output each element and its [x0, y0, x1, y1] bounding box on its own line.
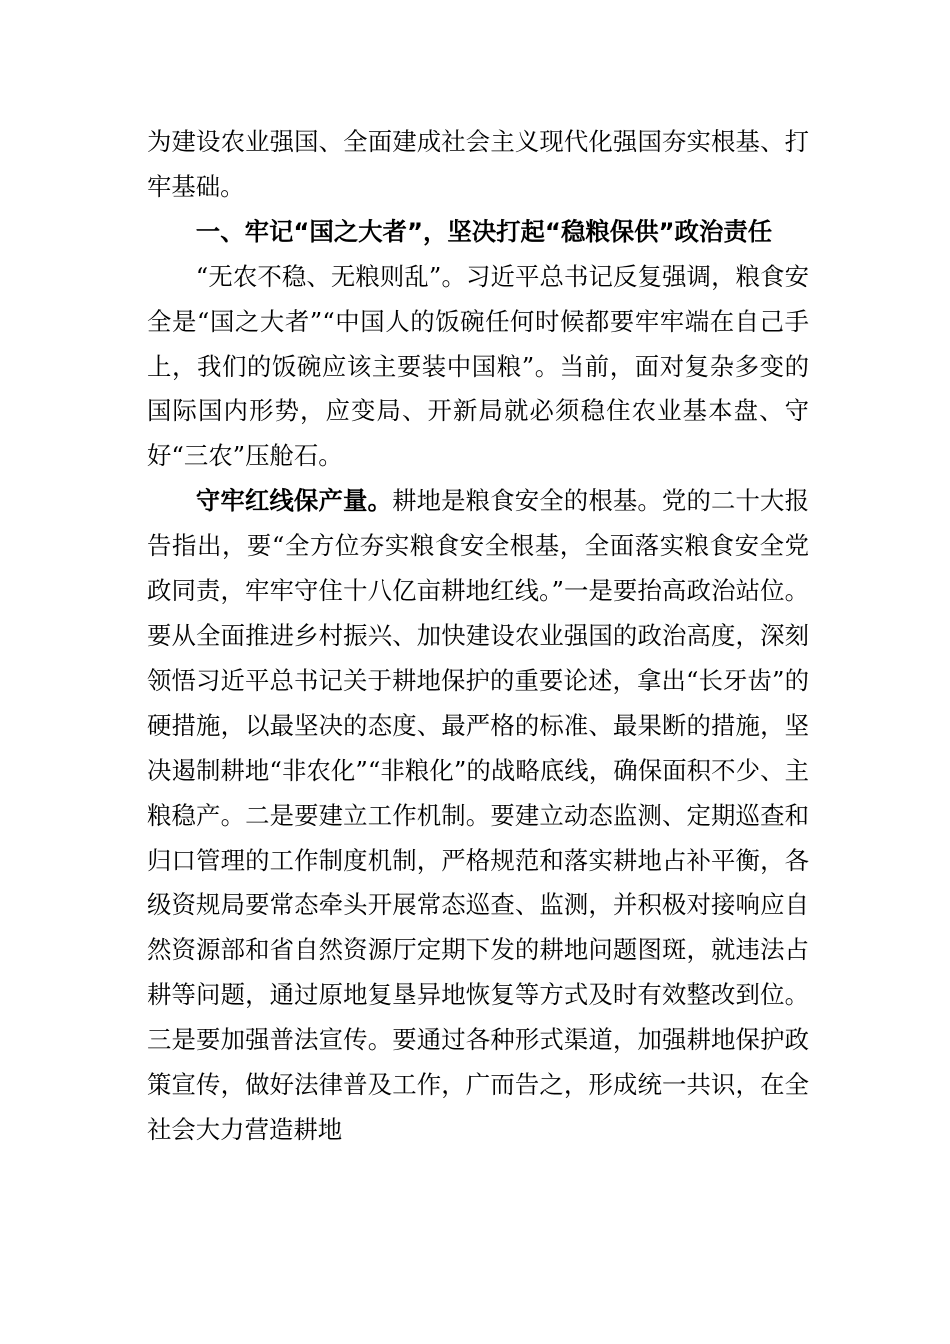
- paragraph-farmland-redline: [147, 479, 809, 1153]
- document-page: [147, 120, 809, 1153]
- paragraph-lead-title: 守牢红线保产量。: [195, 486, 393, 516]
- paragraph-body: 耕地是粮食安全的根基。党的二十大报告指出，要“全方位夯实粮食安全根基，全面落实粮食安全党政同责，牢牢守住十八亿亩耕地红线。”一是要抬高政治站位。要从全面推进乡村振兴、加快建设农业强国的政治高度，深刻领悟习近平总书记关于耕地保护的重要论述，拿出“长牙齿”的硬措施，以最坚决的态度、最严格的标准、最果断的措施，坚决遏制耕地“非农化”“非粮化”的战略底线，确保面积不少、主粮稳产。二是要建立工作机制。要建立动态监测、定期巡查和归口管理的工作制度机制，严格规范和落实耕地占补平衡，各级资规局要常态牵头开展常态巡查、监测，并积极对接响应自然资源部和省自然资源厅定期下发的耕地问题图斑，就违法占耕等问题，通过原地复垦异地恢复等方式及时有效整改到位。三是要加强普法宣传。要通过各种形式渠道，加强耕地保护政策宣传，做好法律普及工作，广而告之，形成统一共识，在全社会大力营造耕地: [147, 486, 809, 1144]
- paragraph-continuation: 为建设农业强国、全面建成社会主义现代化强国夯实根基、打牢基础。: [147, 127, 809, 201]
- paragraph-food-security: “无农不稳、无粮则乱”。习近平总书记反复强调，粮食安全是“国之大者”“中国人的饭碗任何时候都要牢牢端在自己手上，我们的饭碗应该主要装中国粮”。当前，面对复杂多变的国际国内形势，应变局、开新局就必须稳住农业基本盘、守好“三农”压舱石。: [147, 261, 809, 471]
- section-heading: 一、牢记“国之大者”，坚决打起“稳粮保供”政治责任: [195, 216, 773, 246]
